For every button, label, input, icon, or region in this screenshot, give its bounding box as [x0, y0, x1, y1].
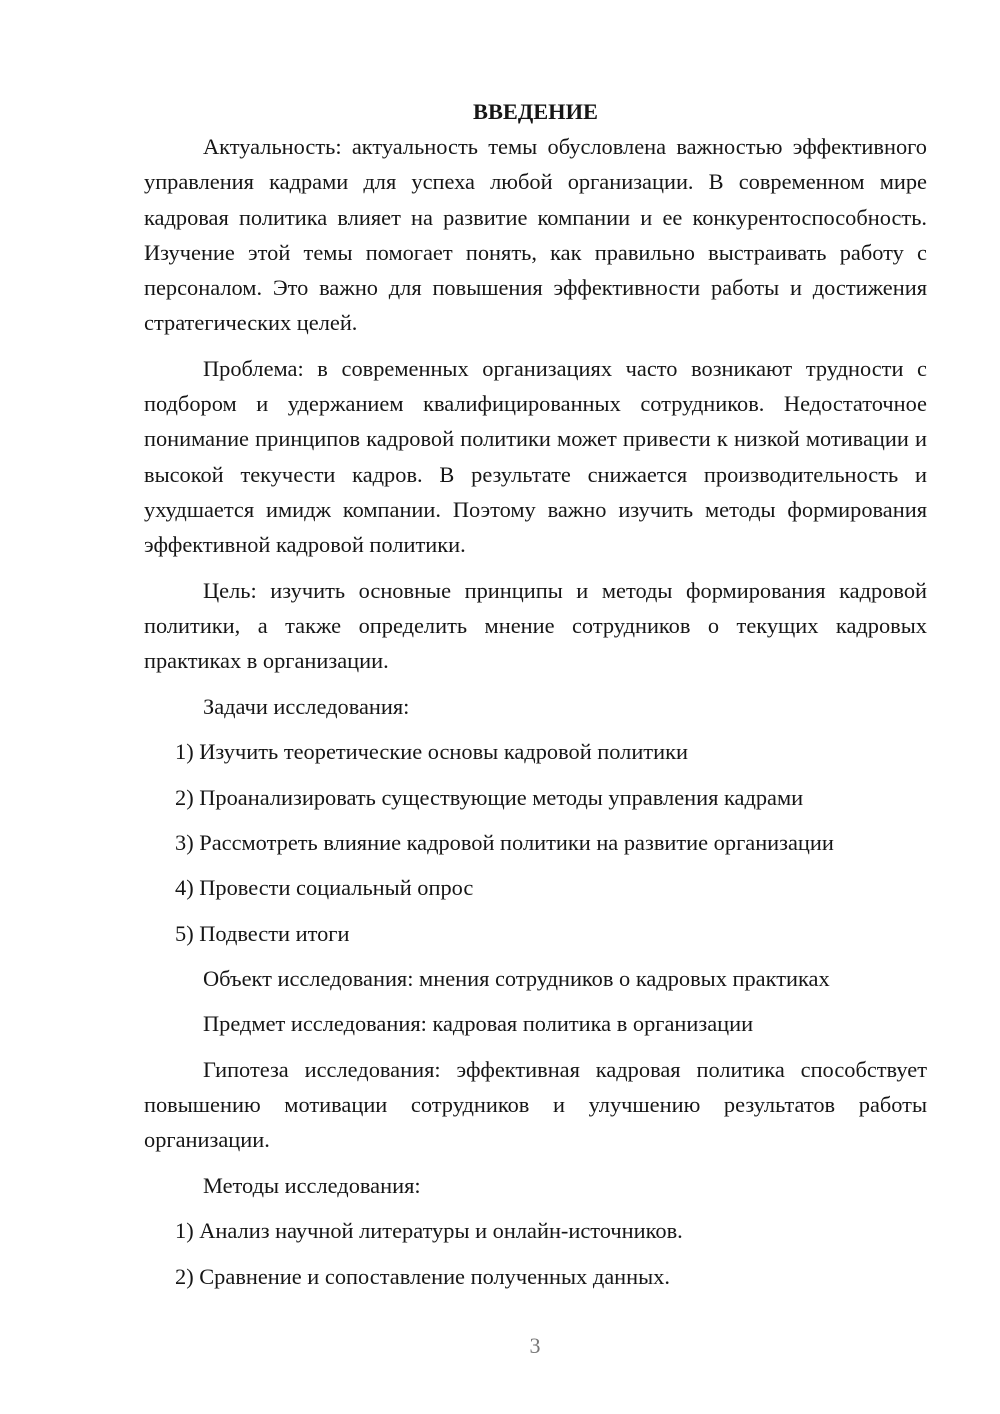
- method-item: 2) Сравнение и сопоставление полученных данных.: [175, 1263, 670, 1289]
- paragraph-spacer: [144, 1042, 927, 1052]
- paragraph-spacer: [144, 1157, 927, 1168]
- paragraph-spacer: [144, 1249, 927, 1259]
- paragraph-spacer: [144, 769, 927, 779]
- page-title: ВВЕДЕНИЕ: [473, 99, 598, 124]
- methods-heading: Методы исследования:: [203, 1172, 421, 1198]
- paragraph-spacer: [144, 678, 927, 689]
- hypothesis-paragraph: Гипотеза исследования: эффективная кадровая политика способствует повышению мотивации сотрудников и улучшению результатов работы организации.: [144, 1056, 927, 1153]
- method-item: 1) Анализ научной литературы и онлайн-источников.: [175, 1218, 683, 1244]
- task-item: 2) Проанализировать существующие методы управления кадрами: [175, 784, 804, 810]
- page-number: 3: [529, 1333, 541, 1358]
- goal-paragraph: Цель: изучить основные принципы и методы формирования кадровой политики, а также определить мнение сотрудников о текущих кадровых практиках в организации.: [144, 577, 927, 674]
- task-item: 3) Рассмотреть влияние кадровой политики на развитие организации: [175, 829, 834, 855]
- paragraph-spacer: [144, 340, 927, 351]
- paragraph-spacer: [144, 951, 927, 961]
- paragraph-spacer: [144, 860, 927, 870]
- subject-line: Предмет исследования: кадровая политика в организации: [203, 1011, 754, 1037]
- paragraph-spacer: [144, 1203, 927, 1213]
- paragraph-spacer: [144, 815, 927, 825]
- paragraph-spacer: [144, 724, 927, 734]
- problem-paragraph: Проблема: в современных организациях часто возникают трудности с подбором и удержанием квалифицированных сотрудников. Недостаточное понимание принципов кадровой политики может привести к низкой мотивации и высокой текучести кадров. В результате снижается производительность и ухудшается имидж компании. Поэтому важно изучить методы формирования эффективной кадровой политики.: [144, 355, 927, 557]
- task-item: 5) Подвести итоги: [175, 920, 350, 946]
- task-item: 1) Изучить теоретические основы кадровой политики: [175, 739, 688, 765]
- tasks-heading: Задачи исследования:: [203, 693, 410, 719]
- page-content: [144, 94, 927, 1294]
- task-item: 4) Провести социальный опрос: [175, 875, 474, 901]
- paragraph-spacer: [144, 996, 927, 1006]
- object-line: Объект исследования: мнения сотрудников о кадровых практиках: [203, 966, 830, 992]
- relevance-paragraph: Актуальность: актуальность темы обусловлена важностью эффективного управления кадрами для успеха любой организации. В современном мире кадровая политика влияет на развитие компании и ее конкурентоспособность. Изучение этой темы помогает понять, как правильно выстраивать работу с персоналом. Это важно для повышения эффективности работы и достижения стратегических целей.: [144, 134, 927, 336]
- paragraph-spacer: [144, 562, 927, 573]
- paragraph-spacer: [144, 906, 927, 916]
